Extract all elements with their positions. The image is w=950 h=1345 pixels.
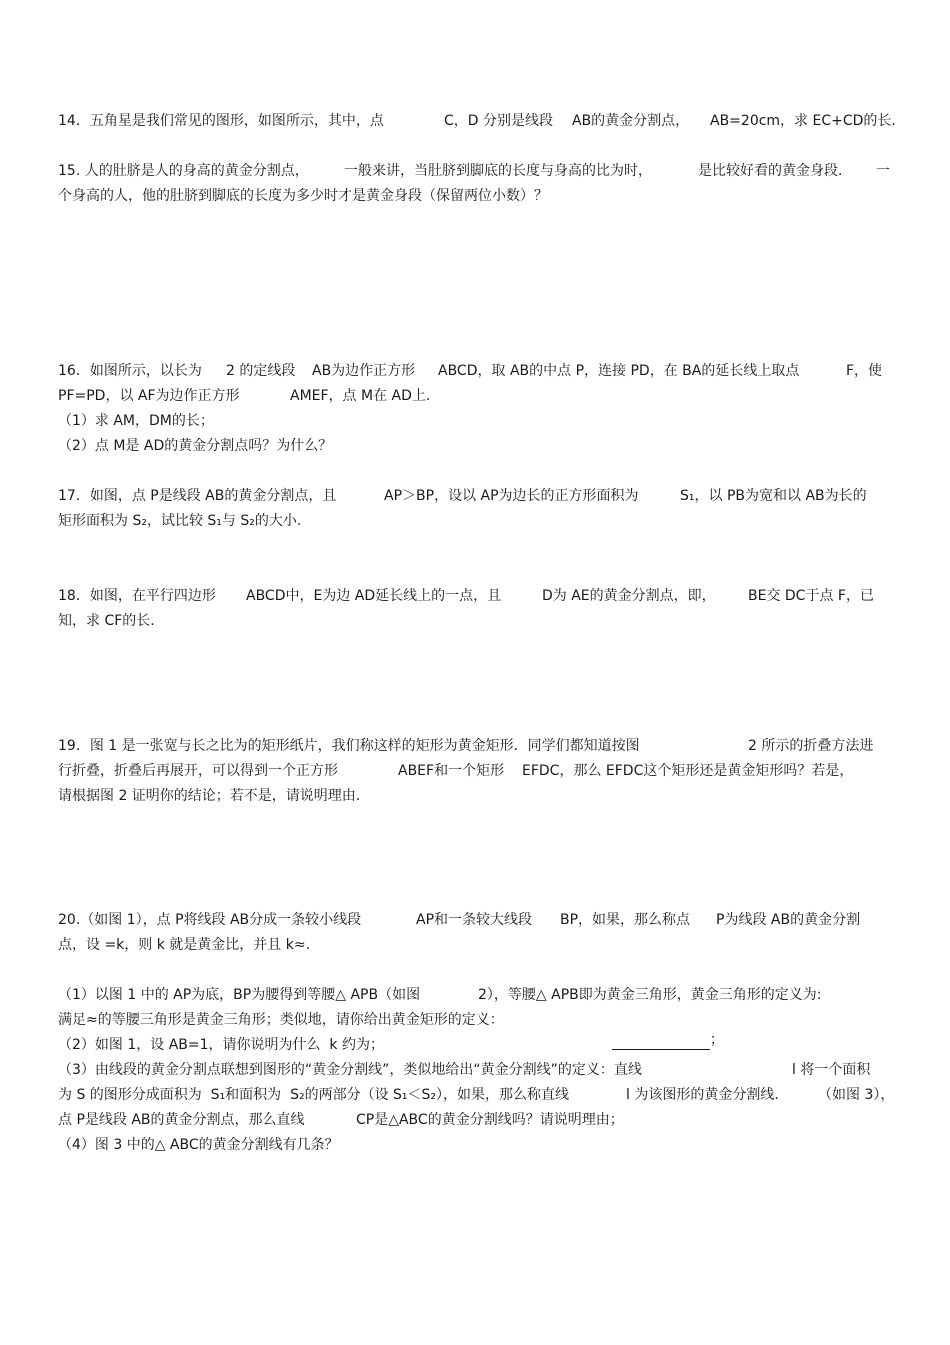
q16-text-c: AB为边作正方形 (312, 363, 416, 379)
q16-text-e: F，使 (846, 363, 883, 379)
q20-text-a: 20.（如图 1），点 P将线段 AB分成一条较小线段 (58, 912, 362, 928)
q16-part-1: （1）求 AM，DM的长； (58, 413, 214, 429)
q20-part-2: （2）如图 1，设 AB=1，请你说明为什么 k 约为； (58, 1037, 384, 1053)
q18-text-line2: 知，求 CF的长. (58, 613, 155, 629)
q19-text-e: EFDC，那么 EFDC这个矩形还是黄金矩形吗？若是， (522, 763, 854, 779)
q16-part-2: （2）点 M是 AD的黄金分割点吗？为什么？ (58, 438, 333, 454)
q20-part-3d: l 为该图形的黄金分割线. (626, 1087, 779, 1103)
q20-part-3e: （如图 3）， (818, 1087, 895, 1103)
q20-part-3f: 点 P是线段 AB的黄金分割点，那么直线 (58, 1112, 305, 1128)
q20-part-1b: 2），等腰△ APB即为黄金三角形，黄金三角形的定义为: (478, 987, 822, 1003)
q17-text-line2: 矩形面积为 S₂，试比较 S₁与 S₂的大小. (58, 513, 302, 529)
q15-text-b: 一般来讲，当肚脐到脚底的长度与身高的比为时， (344, 163, 652, 179)
q20-part-1c: 满足≈的等腰三角形是黄金三角形；类似地，请你给出黄金矩形的定义： (58, 1012, 504, 1028)
q20-part-3g: CP是△ABC的黄金分割线吗？请说明理由； (356, 1112, 624, 1128)
q20-text-c: BP，如果，那么称点 (560, 912, 691, 928)
q20-part-1a: （1）以图 1 中的 AP为底，BP为腰得到等腰△ APB（如图 (58, 987, 421, 1003)
q20-text-b: AP和一条较大线段 (416, 912, 533, 928)
q14-text-c: AB的黄金分割点， (572, 113, 690, 129)
q16-text-a: 16．如图所示，以长为 (58, 363, 202, 379)
q16-text-g: AMEF，点 M在 AD上. (290, 388, 431, 404)
q20-part-4: （4）图 3 中的△ ABC的黄金分割线有几条？ (58, 1137, 339, 1153)
q19-text-d: ABEF和一个矩形 (398, 763, 505, 779)
q15-text-line2: 个身高的人，他的肚脐到脚底的长度为多少时才是黄金身段（保留两位小数）？ (58, 188, 548, 204)
q18-text-c: D为 AE的黄金分割点，即， (542, 588, 716, 604)
q15-text-c: 是比较好看的黄金身段. (698, 163, 843, 179)
q18-text-a: 18．如图，在平行四边形 (58, 588, 216, 604)
q20-part-3c: 为 S 的图形分成面积为 S₁和面积为 S₂的两部分（设 S₁＜S₂），如果，那么称直线 (58, 1087, 570, 1103)
q14-text-d: AB=20cm，求 EC+CD的长. (710, 113, 896, 129)
q15-text-a: 15. 人的肚脐是人的身高的黄金分割点， (58, 163, 309, 179)
q20-part-1-end: ； (709, 1032, 724, 1048)
q19-text-c: 行折叠，折叠后再展开，可以得到一个正方形 (58, 763, 338, 779)
q14-text-b: C，D 分别是线段 (444, 113, 554, 129)
q17-text-b: AP＞BP，设以 AP为边长的正方形面积为 (384, 488, 639, 504)
q16-text-f: PF=PD，以 AF为边作正方形 (58, 388, 240, 404)
q17-text-c: S₁，以 PB为宽和以 AB为长的 (680, 488, 867, 504)
q14-text-a: 14．五角星是我们常见的图形，如图所示，其中，点 (58, 113, 384, 129)
q19-text-a: 19．图 1 是一张宽与长之比为的矩形纸片，我们称这样的矩形为黄金矩形．同学们都知道按图 (58, 738, 640, 754)
q18-text-b: ABCD中，E为边 AD延长线上的一点，且 (246, 588, 502, 604)
q20-text-d: P为线段 AB的黄金分割 (716, 912, 861, 928)
q19-text-line3: 请根据图 2 证明你的结论；若不是，请说明理由. (58, 788, 361, 804)
q17-text-a: 17．如图，点 P是线段 AB的黄金分割点，且 (58, 488, 337, 504)
q16-text-d: ABCD，取 AB的中点 P，连接 PD，在 BA的延长线上取点 (438, 363, 800, 379)
q16-text-b: 2 的定线段 (226, 363, 296, 379)
q20-text-line2: 点，设 =k，则 k 就是黄金比，并且 k≈. (58, 937, 311, 953)
q19-text-b: 2 所示的折叠方法进 (748, 738, 874, 754)
q15-text-d: 一 (876, 163, 890, 179)
q18-text-d: BE交 DC于点 F，已 (748, 588, 874, 604)
q20-part-3a: （3）由线段的黄金分割点联想到图形的“黄金分割线”，类似地给出“黄金分割线”的定义：直线 (58, 1062, 642, 1078)
q20-part-3b: l 将一个面积 (792, 1062, 871, 1078)
